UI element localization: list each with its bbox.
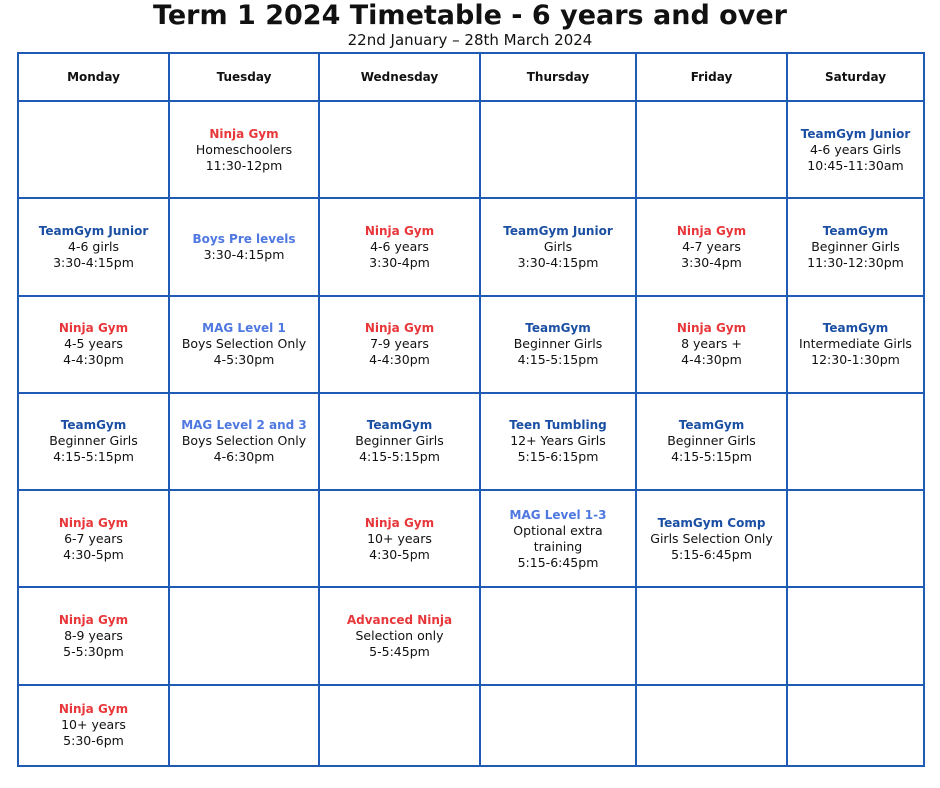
class-cell — [636, 393, 787, 490]
class-name: Ninja Gym — [364, 321, 435, 336]
class-cell — [480, 393, 636, 490]
class-cell — [787, 296, 924, 393]
class-name: MAG Level 1-3 — [509, 507, 607, 522]
class-name: Advanced Ninja — [346, 613, 453, 628]
class-cell — [480, 198, 636, 295]
class-detail: 4:15-5:15pm — [359, 449, 440, 465]
class-cell — [319, 296, 480, 393]
class-detail: Optional extra — [513, 522, 603, 538]
class-detail: Selection only — [355, 628, 444, 644]
class-cell — [18, 198, 169, 295]
class-name: Teen Tumbling — [509, 418, 607, 433]
empty-cell — [18, 101, 169, 198]
class-name: Ninja Gym — [209, 126, 279, 141]
empty-cell — [480, 587, 636, 684]
day-header-row — [18, 53, 924, 101]
timetable-row — [18, 198, 924, 295]
class-detail: Homeschoolers — [195, 141, 293, 157]
class-name: TeamGym — [822, 321, 889, 336]
class-detail: Intermediate Girls — [799, 336, 912, 352]
term-dates: 22nd January – 28th March 2024 — [347, 31, 593, 49]
class-cell — [18, 685, 169, 766]
class-cell — [636, 490, 787, 587]
class-name: TeamGym Junior — [800, 126, 911, 141]
class-name: Ninja Gym — [58, 321, 129, 336]
class-detail: 12:30-1:30pm — [811, 352, 900, 368]
class-detail: 10:45-11:30am — [807, 157, 904, 173]
empty-cell — [636, 685, 787, 766]
class-name: TeamGym — [822, 223, 889, 238]
class-detail: 4-5:30pm — [213, 352, 275, 368]
class-name: Boys Pre levels — [192, 231, 296, 246]
class-detail: 3:30-4:15pm — [517, 254, 599, 270]
class-name: MAG Level 1 — [202, 321, 286, 336]
class-detail: 5:30-6pm — [63, 733, 124, 749]
empty-cell — [319, 685, 480, 766]
class-cell — [319, 490, 480, 587]
class-detail: 4-6:30pm — [213, 449, 275, 465]
timetable-grid — [17, 52, 925, 767]
class-name: TeamGym Junior — [503, 223, 613, 238]
class-name: Ninja Gym — [364, 515, 435, 530]
class-detail: 4-6 girls — [68, 238, 119, 254]
class-name: Ninja Gym — [676, 223, 747, 238]
empty-cell — [480, 101, 636, 198]
class-detail: Beginner Girls — [49, 433, 138, 449]
class-cell — [787, 198, 924, 295]
day-header-friday: Friday — [636, 53, 787, 101]
class-detail: 3:30-4pm — [681, 254, 742, 270]
class-name: TeamGym Comp — [657, 515, 766, 530]
class-detail: Girls Selection Only — [650, 530, 773, 546]
class-detail: 4-4:30pm — [681, 352, 742, 368]
class-name: Ninja Gym — [364, 223, 435, 238]
class-cell — [636, 198, 787, 295]
day-header-wednesday: Wednesday — [319, 53, 480, 101]
class-name: TeamGym — [60, 418, 127, 433]
class-detail: 4:15-5:15pm — [53, 449, 134, 465]
class-detail: 3:30-4pm — [369, 254, 430, 270]
empty-cell — [636, 101, 787, 198]
day-header-monday: Monday — [18, 53, 169, 101]
class-cell — [319, 198, 480, 295]
page-title: Term 1 2024 Timetable - 6 years and over — [153, 0, 787, 31]
class-detail: Beginner Girls — [513, 336, 603, 352]
class-detail: 7-9 years — [370, 336, 429, 352]
class-cell — [169, 101, 319, 198]
class-name: TeamGym — [366, 418, 433, 433]
class-cell — [169, 198, 319, 295]
class-detail: 5:15-6:45pm — [671, 546, 752, 562]
class-detail: 4:30-5pm — [63, 546, 124, 562]
timetable-row — [18, 393, 924, 490]
class-detail: 4:30-5pm — [369, 546, 430, 562]
class-detail: Boys Selection Only — [181, 433, 307, 449]
class-name: TeamGym Junior — [38, 223, 149, 238]
class-detail: 5-5:30pm — [63, 644, 124, 660]
class-detail: 10+ years — [61, 717, 126, 733]
class-detail: 4-4:30pm — [63, 352, 124, 368]
class-name: TeamGym — [678, 418, 745, 433]
class-cell — [18, 393, 169, 490]
class-detail: Boys Selection Only — [181, 336, 307, 352]
class-cell — [480, 296, 636, 393]
class-cell — [169, 393, 319, 490]
empty-cell — [787, 393, 924, 490]
class-name: Ninja Gym — [58, 613, 129, 628]
class-detail: 4-6 years — [370, 238, 429, 254]
empty-cell — [636, 587, 787, 684]
day-header-tuesday: Tuesday — [169, 53, 319, 101]
timetable-row — [18, 101, 924, 198]
class-detail: 12+ Years Girls — [510, 433, 606, 449]
class-detail: 4-4:30pm — [369, 352, 430, 368]
empty-cell — [319, 101, 480, 198]
empty-cell — [787, 587, 924, 684]
class-detail: 4:15-5:15pm — [671, 449, 752, 465]
class-detail: Girls — [543, 238, 573, 254]
class-name: Ninja Gym — [58, 702, 129, 717]
timetable-row — [18, 296, 924, 393]
day-header-saturday: Saturday — [787, 53, 924, 101]
timetable-row — [18, 587, 924, 684]
empty-cell — [169, 490, 319, 587]
empty-cell — [787, 490, 924, 587]
class-cell — [18, 296, 169, 393]
class-detail: 4-5 years — [64, 336, 123, 352]
class-detail: 8-9 years — [64, 628, 123, 644]
class-detail: 3:30-4:15pm — [203, 246, 285, 262]
class-detail: Beginner Girls — [667, 433, 756, 449]
day-header-thursday: Thursday — [480, 53, 636, 101]
class-detail: 5-5:45pm — [369, 644, 430, 660]
class-detail: 11:30-12pm — [205, 157, 283, 173]
class-cell — [18, 587, 169, 684]
class-detail: 6-7 years — [64, 530, 123, 546]
empty-cell — [480, 685, 636, 766]
class-detail: Beginner Girls — [355, 433, 444, 449]
class-name: MAG Level 2 and 3 — [181, 418, 307, 433]
class-cell — [480, 490, 636, 587]
empty-cell — [169, 587, 319, 684]
empty-cell — [787, 685, 924, 766]
class-cell — [787, 101, 924, 198]
class-name: TeamGym — [525, 321, 591, 336]
class-detail: 4-6 years Girls — [809, 141, 902, 157]
class-cell — [319, 393, 480, 490]
empty-cell — [169, 685, 319, 766]
timetable-row — [18, 490, 924, 587]
class-detail: 5:15-6:45pm — [517, 554, 599, 570]
timetable-row — [18, 685, 924, 766]
class-detail: 4-7 years — [682, 238, 741, 254]
class-detail: 4:15-5:15pm — [517, 352, 599, 368]
class-name: Ninja Gym — [58, 515, 129, 530]
class-detail: Beginner Girls — [811, 238, 900, 254]
class-detail: training — [533, 538, 583, 554]
class-detail: 5:15-6:15pm — [517, 449, 599, 465]
class-name: Ninja Gym — [676, 321, 747, 336]
class-detail: 8 years + — [681, 336, 742, 352]
class-cell — [319, 587, 480, 684]
class-detail: 3:30-4:15pm — [53, 254, 134, 270]
class-cell — [636, 296, 787, 393]
class-cell — [169, 296, 319, 393]
class-cell — [18, 490, 169, 587]
class-detail: 10+ years — [367, 530, 432, 546]
class-detail: 11:30-12:30pm — [807, 254, 904, 270]
